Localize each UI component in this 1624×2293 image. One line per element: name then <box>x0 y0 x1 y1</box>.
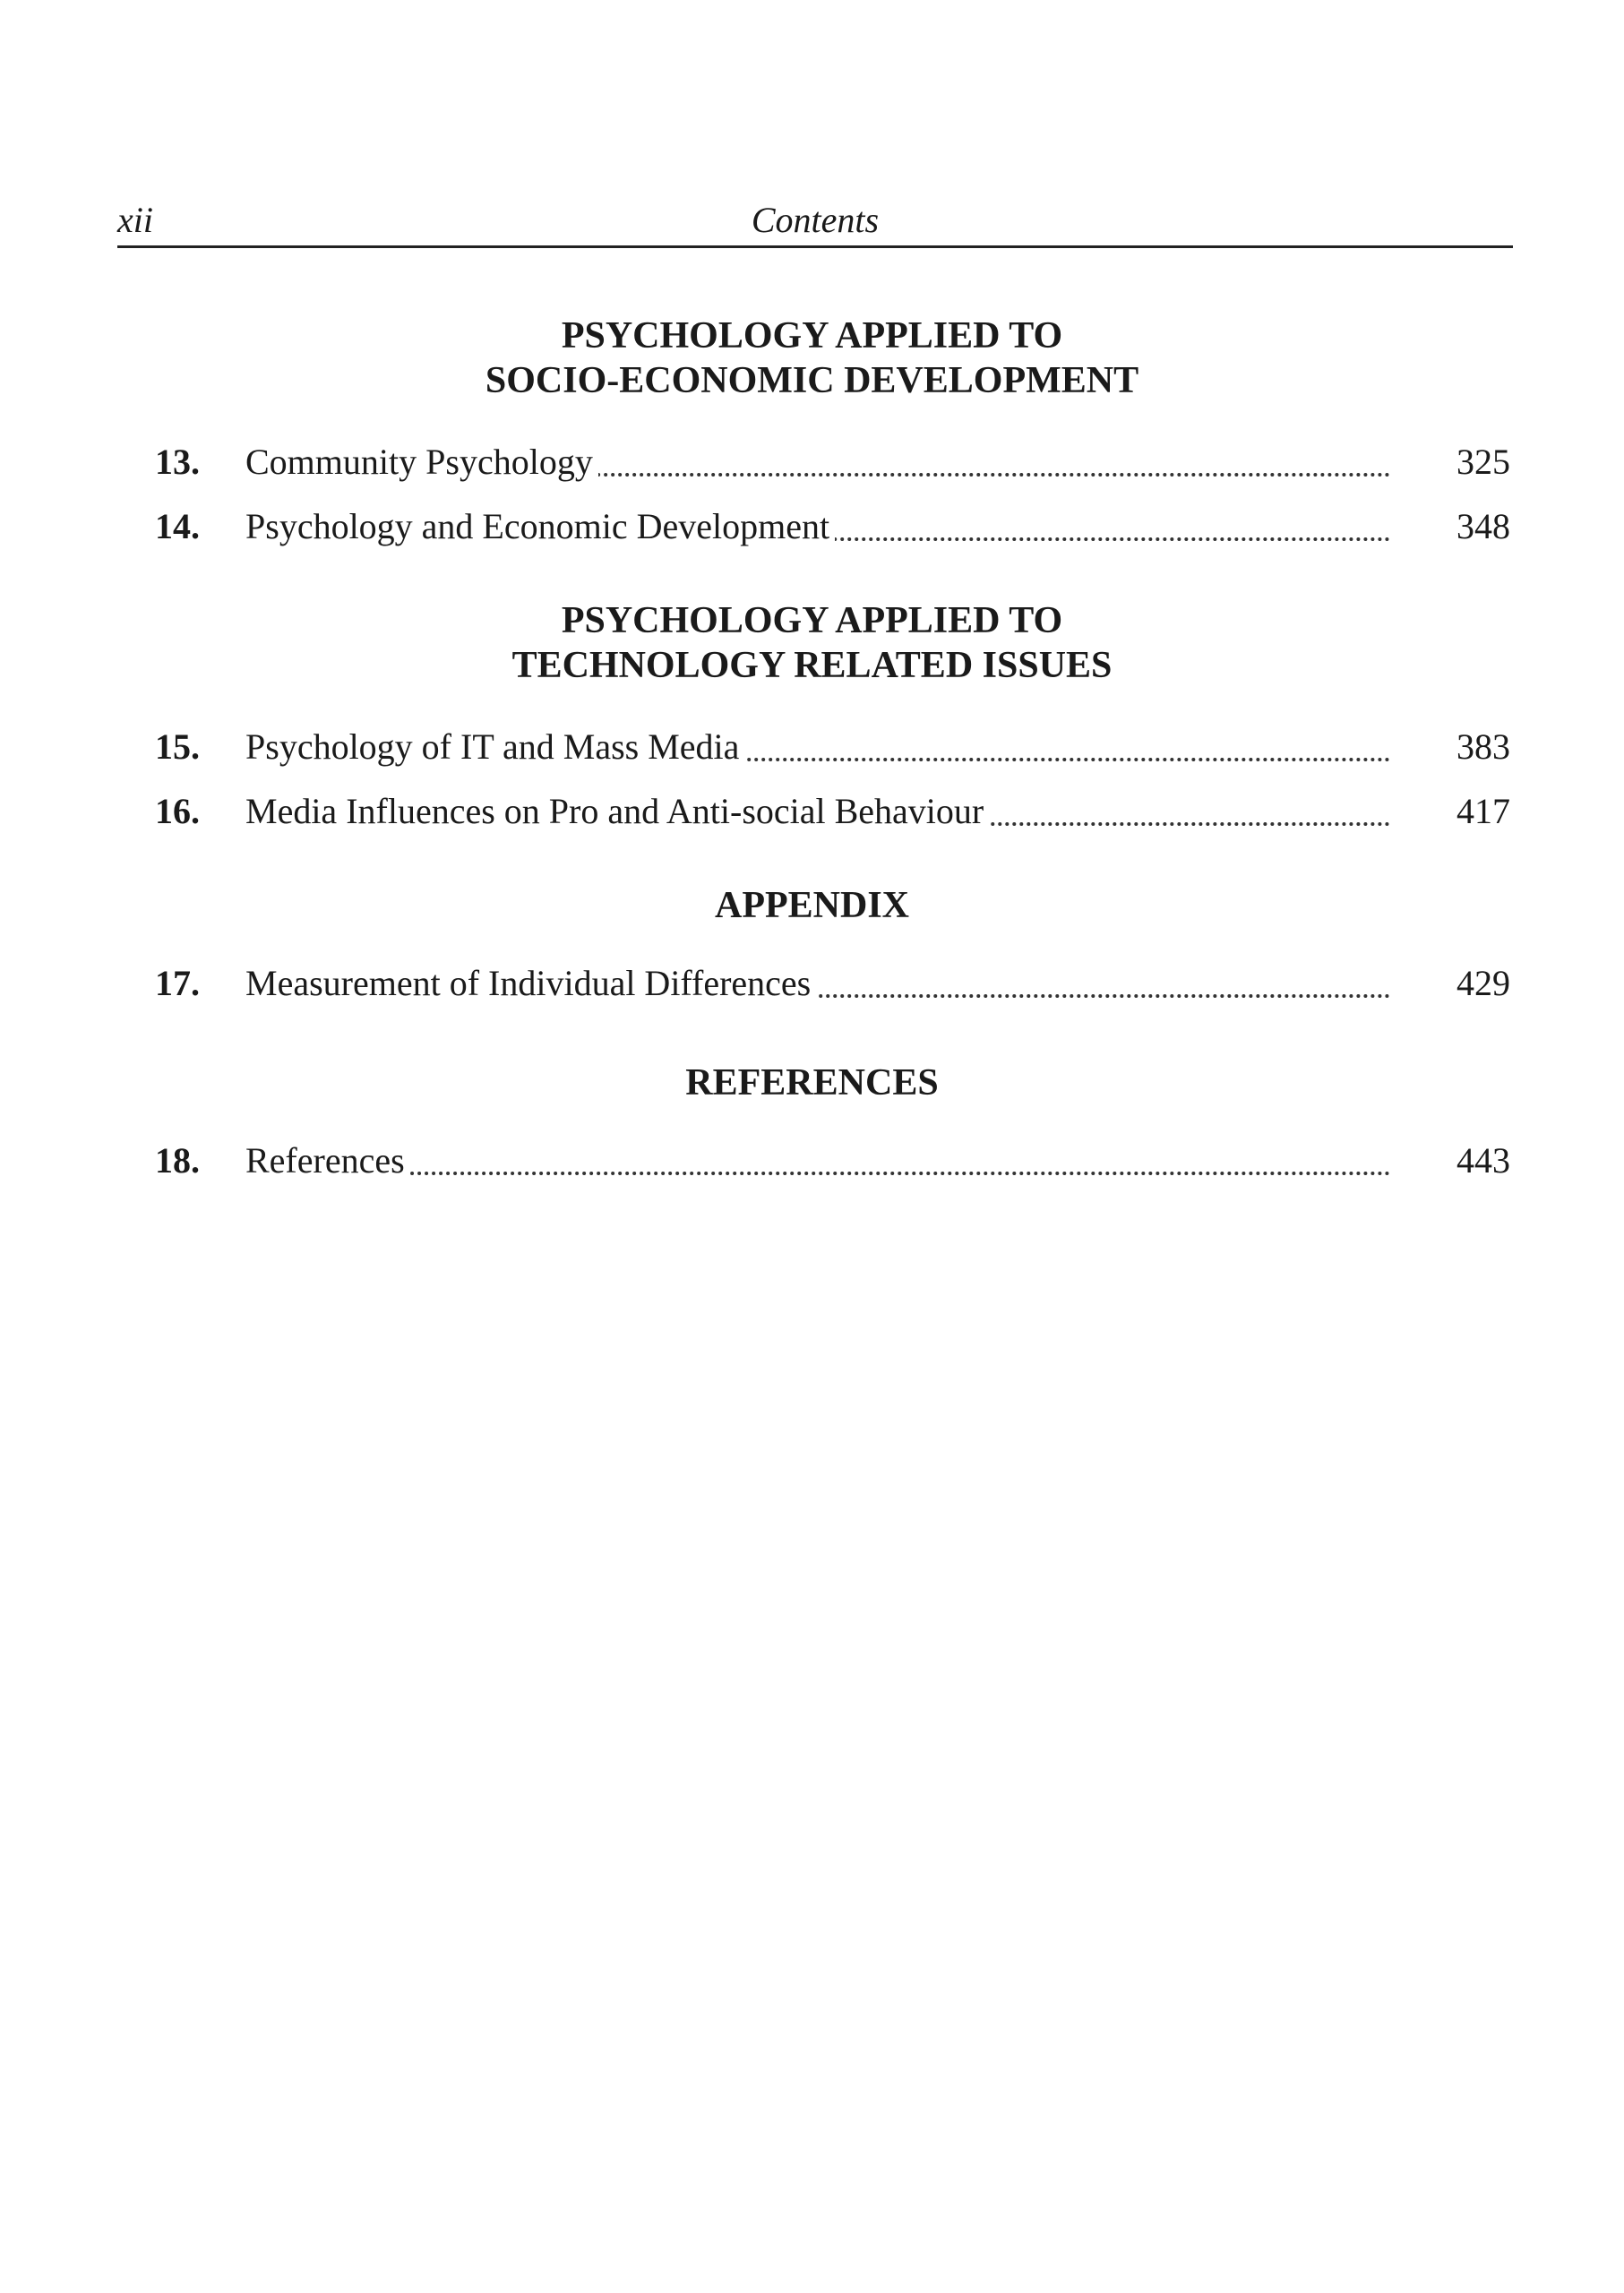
toc-entry[interactable] <box>0 494 1624 559</box>
entry-title[interactable]: Psychology and Economic Development <box>245 506 835 546</box>
entry-page-number: 429 <box>1456 963 1510 1003</box>
entry-page-number: 417 <box>1456 791 1510 831</box>
section-heading-line: APPENDIX <box>715 885 909 926</box>
toc-entry[interactable] <box>0 715 1624 779</box>
section-heading <box>0 1061 1624 1105</box>
entry-page-number: 325 <box>1456 442 1510 482</box>
toc-entry[interactable] <box>0 1129 1624 1193</box>
dot-leader <box>245 1172 1390 1175</box>
entry-title[interactable]: Media Influences on Pro and Anti-social Behaviour <box>245 791 989 831</box>
entry-title[interactable]: Measurement of Individual Differences <box>245 963 816 1003</box>
entry-page-number: 383 <box>1456 726 1510 767</box>
toc-section-references <box>0 1061 1624 1193</box>
toc-entry[interactable] <box>0 779 1624 844</box>
entry-title[interactable]: Psychology of IT and Mass Media <box>245 726 744 767</box>
entry-page-number: 348 <box>1456 506 1510 546</box>
section-heading <box>0 598 1624 688</box>
section-heading-line: PSYCHOLOGY APPLIED TO <box>561 600 1063 641</box>
toc-section-appendix <box>0 883 1624 1016</box>
toc-entry[interactable] <box>0 951 1624 1016</box>
section-heading-line: PSYCHOLOGY APPLIED TO <box>561 315 1063 356</box>
entry-page-number: 443 <box>1456 1140 1510 1181</box>
running-head <box>117 195 1513 248</box>
section-heading-line: TECHNOLOGY RELATED ISSUES <box>511 645 1113 686</box>
page-folio: xii <box>117 200 153 240</box>
toc-entry[interactable] <box>0 430 1624 494</box>
entry-number: 14. <box>155 506 200 546</box>
entry-title[interactable]: References <box>245 1140 410 1181</box>
section-heading <box>0 313 1624 403</box>
entry-number: 18. <box>155 1140 200 1181</box>
running-title: Contents <box>751 200 880 240</box>
entry-title-row <box>245 951 1390 1016</box>
toc-section-technology <box>0 598 1624 844</box>
entry-title-row <box>245 1129 1390 1193</box>
entry-number: 13. <box>155 442 200 482</box>
entry-number: 16. <box>155 791 200 831</box>
section-heading <box>0 883 1624 928</box>
entry-title[interactable]: Community Psychology <box>245 442 598 482</box>
entry-title-row <box>245 494 1390 559</box>
entry-number: 15. <box>155 726 200 767</box>
section-heading-line: SOCIO-ECONOMIC DEVELOPMENT <box>485 360 1139 401</box>
toc-section-socio-economic <box>0 313 1624 559</box>
entry-title-row <box>245 430 1390 494</box>
entry-title-row <box>245 715 1390 779</box>
entry-number: 17. <box>155 963 200 1003</box>
section-heading-line: REFERENCES <box>685 1062 939 1104</box>
entry-title-row <box>245 779 1390 844</box>
